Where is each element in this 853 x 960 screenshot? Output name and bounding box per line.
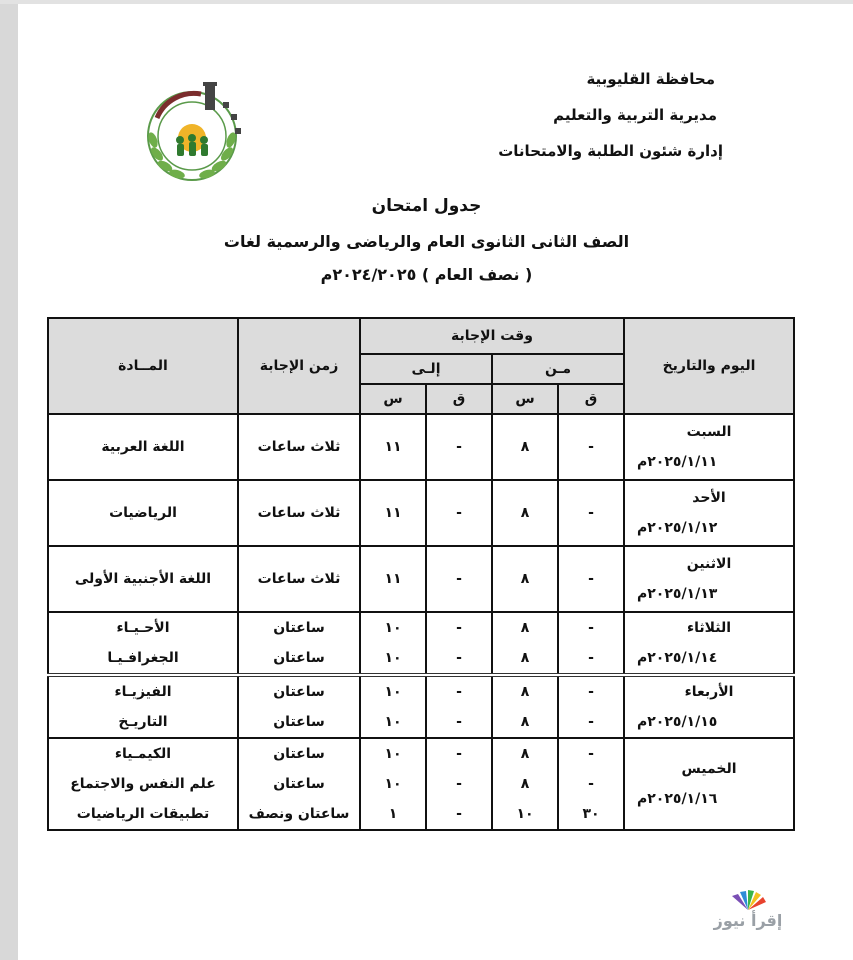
day-name: الثلاثاء — [686, 620, 732, 636]
fan-logo-icon — [728, 890, 768, 910]
duration: ساعتان — [273, 650, 325, 666]
header-to: إلـى — [360, 354, 492, 384]
from-q-cell — [558, 612, 624, 675]
duration-cell — [238, 675, 360, 738]
day-date: ٢٠٢٥/١/١١م — [637, 454, 718, 470]
to-s: ١٠ — [384, 684, 402, 700]
duration-cell — [238, 738, 360, 830]
from-q: ٣٠ — [582, 806, 600, 822]
to-q-cell — [426, 612, 492, 675]
duration: ساعتان — [273, 684, 325, 700]
to-s-cell — [360, 675, 426, 738]
from-q: - — [588, 650, 594, 666]
subject: التاريـخ — [118, 714, 168, 730]
to-q: - — [456, 684, 462, 700]
header-answer-time: وقت الإجابة — [360, 318, 624, 354]
to-q: - — [426, 546, 492, 612]
from-s: ٨ — [520, 714, 530, 730]
document-header — [403, 70, 723, 178]
table-row — [48, 546, 794, 612]
from-q-cell — [558, 675, 624, 738]
from-q: - — [588, 746, 594, 762]
to-s: ١٠ — [384, 714, 402, 730]
to-s: ١١ — [360, 414, 426, 480]
to-q: - — [456, 714, 462, 730]
to-q: - — [456, 806, 462, 822]
from-q: - — [558, 414, 624, 480]
to-q: - — [426, 480, 492, 546]
subject-cell — [48, 612, 238, 675]
from-q: - — [588, 684, 594, 700]
subject: الجغرافـيـا — [107, 650, 179, 666]
from-s: ٨ — [520, 620, 530, 636]
day-name: الأربعاء — [684, 684, 734, 700]
day-name: الأحد — [692, 490, 726, 506]
table-row — [48, 738, 794, 830]
term-title: ( نصف العام ) ٢٠٢٤/٢٠٢٥م — [320, 265, 533, 284]
day-name: الاثنين — [686, 556, 732, 572]
from-s: ٨ — [520, 746, 530, 762]
to-q-cell — [426, 738, 492, 830]
day-cell — [624, 612, 794, 675]
to-s: ١٠ — [384, 620, 402, 636]
day-cell — [624, 675, 794, 738]
subject: الرياضيات — [48, 480, 238, 546]
to-s-cell — [360, 738, 426, 830]
duration: ساعتان — [273, 714, 325, 730]
duration: ساعتان — [273, 746, 325, 762]
from-s-cell — [492, 675, 558, 738]
from-s: ١٠ — [516, 806, 534, 822]
directorate-name: مديرية التربية والتعليم — [553, 106, 717, 124]
header-from-s: س — [492, 384, 558, 414]
table-row — [48, 675, 794, 738]
from-s: ٨ — [492, 414, 558, 480]
header-to-q: ق — [426, 384, 492, 414]
from-q: - — [558, 480, 624, 546]
from-s: ٨ — [520, 650, 530, 666]
table-row — [48, 612, 794, 675]
day-cell — [624, 738, 794, 830]
subject: الفيزيـاء — [114, 684, 172, 700]
to-s-cell — [360, 612, 426, 675]
directorate-logo — [135, 78, 250, 188]
day-cell — [624, 546, 794, 612]
day-cell — [624, 480, 794, 546]
from-q-cell — [558, 738, 624, 830]
from-q: - — [588, 620, 594, 636]
subject: تطبيقات الرياضيات — [76, 806, 210, 822]
titles-block — [0, 196, 853, 284]
to-s: ١٠ — [384, 746, 402, 762]
from-s: ٨ — [492, 546, 558, 612]
table-row — [48, 480, 794, 546]
to-s: ١٠ — [384, 776, 402, 792]
to-s: ١١ — [360, 546, 426, 612]
subject: علم النفس والاجتماع — [70, 776, 216, 792]
day-name: السبت — [686, 424, 732, 440]
to-s: ١١ — [360, 480, 426, 546]
duration: ساعتان — [273, 620, 325, 636]
header-duration: زمن الإجابة — [238, 318, 360, 414]
from-s: ٨ — [520, 684, 530, 700]
site-watermark — [713, 890, 783, 940]
from-s-cell — [492, 738, 558, 830]
from-s-cell — [492, 612, 558, 675]
to-q: - — [456, 650, 462, 666]
from-q: - — [588, 714, 594, 730]
subject-cell — [48, 738, 238, 830]
day-name: الخميس — [681, 761, 737, 777]
department-name: إدارة شئون الطلبة والامتحانات — [498, 142, 723, 160]
duration: ساعتان ونصف — [248, 806, 350, 822]
header-from: مـن — [492, 354, 624, 384]
emblem-icon — [135, 78, 250, 188]
header-day-date: اليوم والتاريخ — [624, 318, 794, 414]
table-row — [48, 414, 794, 480]
day-date: ٢٠٢٥/١/١٢م — [637, 520, 718, 536]
duration-cell — [238, 612, 360, 675]
subject-cell — [48, 675, 238, 738]
duration: ساعتان — [273, 776, 325, 792]
to-q: - — [456, 776, 462, 792]
to-q: - — [426, 414, 492, 480]
from-s: ٨ — [520, 776, 530, 792]
doc-title: جدول امتحان — [371, 196, 482, 216]
day-cell — [624, 414, 794, 480]
grade-title: الصف الثانى الثانوى العام والرياضى والرسمية لغات — [223, 232, 630, 251]
governorate-name: محافظة القليوبية — [586, 70, 715, 88]
subject: اللغة العربية — [48, 414, 238, 480]
left-frame-border — [0, 0, 18, 960]
header-to-s: س — [360, 384, 426, 414]
subject: اللغة الأجنبية الأولى — [48, 546, 238, 612]
duration: ثلاث ساعات — [238, 480, 360, 546]
subject: الأحـيـاء — [116, 620, 170, 636]
to-q: - — [456, 620, 462, 636]
to-s: ١ — [388, 806, 398, 822]
watermark-text: إقرأ نيوز — [713, 911, 783, 930]
duration: ثلاث ساعات — [238, 414, 360, 480]
from-q: - — [558, 546, 624, 612]
from-s: ٨ — [492, 480, 558, 546]
exam-schedule-table — [47, 317, 795, 831]
subject: الكيمـياء — [114, 746, 172, 762]
day-date: ٢٠٢٥/١/١٣م — [637, 586, 718, 602]
to-q-cell — [426, 675, 492, 738]
to-q: - — [456, 746, 462, 762]
day-date: ٢٠٢٥/١/١٦م — [637, 791, 718, 807]
to-s: ١٠ — [384, 650, 402, 666]
day-date: ٢٠٢٥/١/١٤م — [637, 650, 718, 666]
duration: ثلاث ساعات — [238, 546, 360, 612]
header-subject: المــادة — [48, 318, 238, 414]
day-date: ٢٠٢٥/١/١٥م — [637, 714, 718, 730]
from-q: - — [588, 776, 594, 792]
header-from-q: ق — [558, 384, 624, 414]
top-frame-border — [0, 0, 853, 4]
